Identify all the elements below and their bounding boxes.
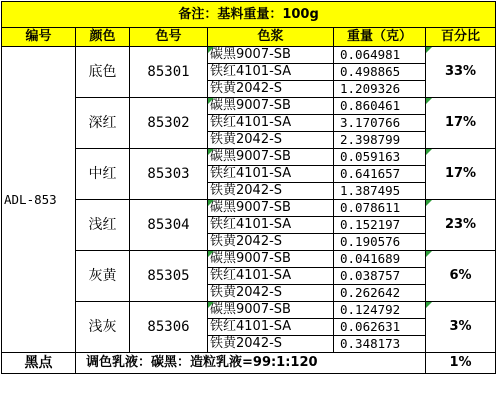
color-name-cell[interactable]: 灰黄 bbox=[76, 251, 130, 302]
pigment-cell[interactable]: 铁红4101-SA bbox=[208, 115, 334, 132]
table-row bbox=[2, 302, 496, 319]
color-name-cell[interactable]: 浅红 bbox=[76, 200, 130, 251]
weight-cell[interactable]: 2.398799 bbox=[334, 132, 426, 149]
weight-cell[interactable]: 0.152197 bbox=[334, 217, 426, 234]
color-number-cell[interactable]: 85306 bbox=[130, 302, 208, 353]
pigment-cell[interactable]: 铁黄2042-S bbox=[208, 183, 334, 200]
footer-formula-cell[interactable]: 调色乳液：碳黑：造粒乳液=99:1:120 bbox=[76, 353, 426, 374]
color-number-cell[interactable]: 85304 bbox=[130, 200, 208, 251]
title-cell[interactable]: 备注：基料重量：100g bbox=[2, 2, 496, 28]
header-code[interactable]: 编号 bbox=[2, 28, 76, 47]
pigment-cell[interactable]: 铁黄2042-S bbox=[208, 81, 334, 98]
weight-cell[interactable]: 1.209326 bbox=[334, 81, 426, 98]
pigment-cell[interactable]: 铁黄2042-S bbox=[208, 285, 334, 302]
pigment-cell[interactable]: 铁红4101-SA bbox=[208, 166, 334, 183]
footer-percent-cell[interactable]: 1% bbox=[426, 353, 496, 374]
weight-cell[interactable]: 0.064981 bbox=[334, 47, 426, 64]
weight-cell[interactable]: 0.078611 bbox=[334, 200, 426, 217]
color-number-cell[interactable]: 85303 bbox=[130, 149, 208, 200]
pigment-cell[interactable]: 碳黑9007-SB bbox=[208, 302, 334, 319]
header-color-no[interactable]: 色号 bbox=[130, 28, 208, 47]
title-row bbox=[2, 2, 496, 28]
pigment-cell[interactable]: 铁红4101-SA bbox=[208, 268, 334, 285]
table-row bbox=[2, 200, 496, 217]
pigment-cell[interactable]: 碳黑9007-SB bbox=[208, 98, 334, 115]
weight-cell[interactable]: 0.041689 bbox=[334, 251, 426, 268]
footer-row bbox=[2, 353, 496, 374]
weight-cell[interactable]: 0.038757 bbox=[334, 268, 426, 285]
color-number-cell[interactable]: 85305 bbox=[130, 251, 208, 302]
weight-cell[interactable]: 0.062631 bbox=[334, 319, 426, 336]
weight-cell[interactable]: 0.641657 bbox=[334, 166, 426, 183]
pigment-cell[interactable]: 碳黑9007-SB bbox=[208, 47, 334, 64]
header-pigment[interactable]: 色浆 bbox=[208, 28, 334, 47]
percent-cell[interactable]: 33% bbox=[426, 47, 496, 98]
weight-cell[interactable]: 0.860461 bbox=[334, 98, 426, 115]
weight-cell[interactable]: 0.190576 bbox=[334, 234, 426, 251]
header-percent[interactable]: 百分比 bbox=[426, 28, 496, 47]
table-row bbox=[2, 98, 496, 115]
color-name-cell[interactable]: 中红 bbox=[76, 149, 130, 200]
table-row bbox=[2, 149, 496, 166]
pigment-cell[interactable]: 铁红4101-SA bbox=[208, 64, 334, 81]
percent-cell[interactable]: 17% bbox=[426, 98, 496, 149]
percent-cell[interactable]: 17% bbox=[426, 149, 496, 200]
weight-cell[interactable]: 0.124792 bbox=[334, 302, 426, 319]
weight-cell[interactable]: 0.498865 bbox=[334, 64, 426, 81]
pigment-cell[interactable]: 铁黄2042-S bbox=[208, 336, 334, 353]
pigment-cell[interactable]: 碳黑9007-SB bbox=[208, 200, 334, 217]
pigment-cell[interactable]: 铁红4101-SA bbox=[208, 319, 334, 336]
header-row bbox=[2, 28, 496, 47]
percent-cell[interactable]: 3% bbox=[426, 302, 496, 353]
color-name-cell[interactable]: 底色 bbox=[76, 47, 130, 98]
header-weight[interactable]: 重量（克） bbox=[334, 28, 426, 47]
color-number-cell[interactable]: 85301 bbox=[130, 47, 208, 98]
pigment-cell[interactable]: 铁黄2042-S bbox=[208, 132, 334, 149]
product-code-cell[interactable]: ADL-853 bbox=[2, 47, 76, 353]
weight-cell[interactable]: 0.262642 bbox=[334, 285, 426, 302]
pigment-cell[interactable]: 碳黑9007-SB bbox=[208, 251, 334, 268]
formula-table bbox=[1, 1, 496, 374]
color-name-cell[interactable]: 浅灰 bbox=[76, 302, 130, 353]
weight-cell[interactable]: 0.059163 bbox=[334, 149, 426, 166]
table-row bbox=[2, 47, 496, 64]
spreadsheet bbox=[1, 1, 495, 374]
percent-cell[interactable]: 6% bbox=[426, 251, 496, 302]
color-number-cell[interactable]: 85302 bbox=[130, 98, 208, 149]
weight-cell[interactable]: 3.170766 bbox=[334, 115, 426, 132]
pigment-cell[interactable]: 铁红4101-SA bbox=[208, 217, 334, 234]
pigment-cell[interactable]: 碳黑9007-SB bbox=[208, 149, 334, 166]
pigment-cell[interactable]: 铁黄2042-S bbox=[208, 234, 334, 251]
header-color[interactable]: 颜色 bbox=[76, 28, 130, 47]
table-row bbox=[2, 251, 496, 268]
weight-cell[interactable]: 0.348173 bbox=[334, 336, 426, 353]
percent-cell[interactable]: 23% bbox=[426, 200, 496, 251]
color-name-cell[interactable]: 深红 bbox=[76, 98, 130, 149]
footer-color-cell[interactable]: 黑点 bbox=[2, 353, 76, 374]
weight-cell[interactable]: 1.387495 bbox=[334, 183, 426, 200]
